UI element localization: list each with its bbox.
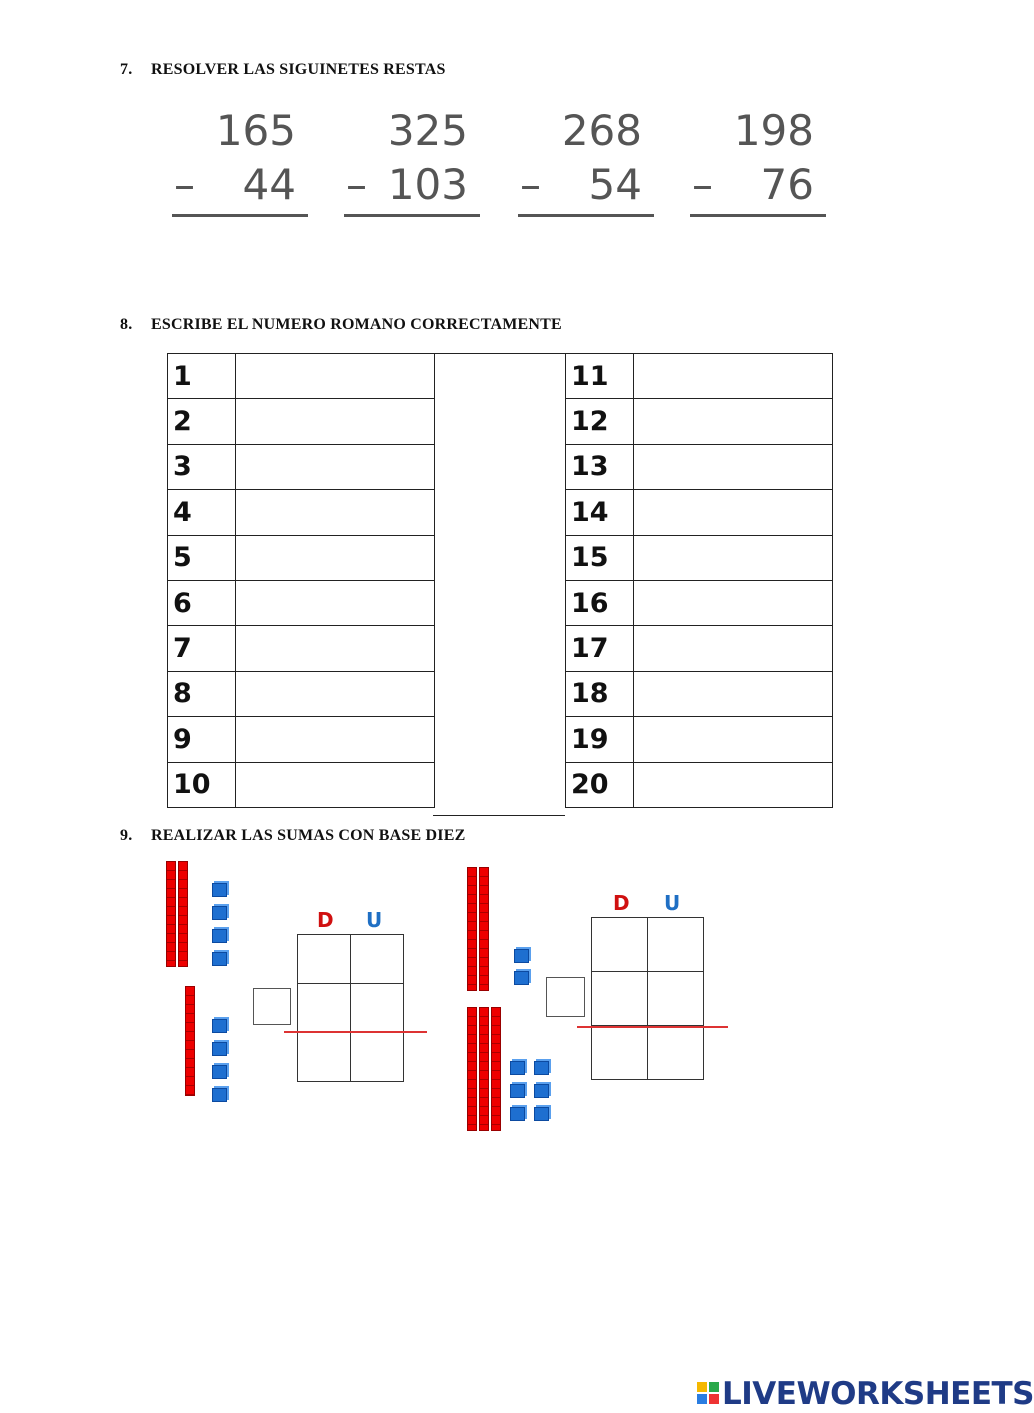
table-row	[566, 490, 833, 535]
grid-cell[interactable]	[351, 1033, 404, 1082]
ten-rod	[185, 986, 195, 1096]
grid-cell[interactable]	[592, 1026, 648, 1080]
roman-answer-cell[interactable]	[236, 626, 435, 671]
number-cell: 4	[168, 490, 236, 535]
subtrahend: 76	[760, 160, 814, 209]
tens-label: D	[613, 891, 630, 915]
roman-answer-cell[interactable]	[634, 580, 833, 625]
section-9-heading: 9. REALIZAR LAS SUMAS CON BASE DIEZ	[120, 827, 466, 844]
unit-cube	[212, 1088, 227, 1102]
answer-line[interactable]	[344, 214, 480, 217]
minus-sign: –	[346, 160, 367, 209]
roman-table-right	[565, 353, 833, 808]
ten-rod	[479, 1007, 489, 1131]
subtraction-1	[170, 108, 310, 223]
roman-answer-cell[interactable]	[236, 354, 435, 399]
unit-cube	[212, 1042, 227, 1056]
ten-rod	[166, 861, 176, 967]
unit-cube	[212, 1019, 227, 1033]
number-cell: 18	[566, 671, 634, 716]
number-cell: 10	[168, 762, 236, 807]
operator-box[interactable]	[253, 988, 291, 1025]
sum-line	[284, 1031, 427, 1033]
ten-rod	[178, 861, 188, 967]
number-cell: 8	[168, 671, 236, 716]
grid-cell[interactable]	[351, 984, 404, 1033]
roman-answer-cell[interactable]	[634, 671, 833, 716]
unit-cube	[510, 1084, 525, 1098]
roman-answer-cell[interactable]	[236, 535, 435, 580]
table-row	[168, 490, 435, 535]
table-row	[566, 626, 833, 671]
number-cell: 13	[566, 444, 634, 489]
roman-answer-cell[interactable]	[236, 580, 435, 625]
roman-answer-cell[interactable]	[634, 444, 833, 489]
ten-rod	[479, 867, 489, 991]
roman-answer-cell[interactable]	[236, 399, 435, 444]
roman-answer-cell[interactable]	[236, 671, 435, 716]
roman-answer-cell[interactable]	[634, 354, 833, 399]
table-row	[566, 762, 833, 807]
unit-cube	[212, 1065, 227, 1079]
roman-answer-cell[interactable]	[634, 717, 833, 762]
table-row	[566, 671, 833, 716]
section-7-heading: 7. RESOLVER LAS SIGUINETES RESTAS	[120, 61, 446, 78]
unit-cube	[534, 1084, 549, 1098]
grid-cell[interactable]	[298, 935, 351, 984]
subtraction-2	[342, 108, 482, 223]
grid-cell[interactable]	[592, 972, 648, 1026]
ten-rod	[467, 1007, 477, 1131]
grid-cell[interactable]	[648, 1026, 704, 1080]
roman-answer-cell[interactable]	[634, 490, 833, 535]
roman-answer-cell[interactable]	[236, 762, 435, 807]
minus-sign: –	[692, 160, 713, 209]
minuend: 165	[215, 106, 296, 155]
unit-cube	[510, 1107, 525, 1121]
grid-cell[interactable]	[351, 935, 404, 984]
number-cell: 9	[168, 717, 236, 762]
number-cell: 7	[168, 626, 236, 671]
minus-sign: –	[174, 160, 195, 209]
table-row	[168, 580, 435, 625]
answer-line[interactable]	[518, 214, 654, 217]
table-row	[168, 626, 435, 671]
table-row	[566, 535, 833, 580]
subtrahend: 54	[588, 160, 642, 209]
unit-cube	[534, 1107, 549, 1121]
roman-answer-cell[interactable]	[634, 535, 833, 580]
roman-answer-cell[interactable]	[236, 490, 435, 535]
number-cell: 19	[566, 717, 634, 762]
roman-table-left	[167, 353, 435, 808]
table-row	[168, 399, 435, 444]
table-row	[168, 762, 435, 807]
table-row	[566, 399, 833, 444]
grid-cell[interactable]	[648, 918, 704, 972]
roman-answer-cell[interactable]	[634, 399, 833, 444]
grid-cell[interactable]	[648, 972, 704, 1026]
number-cell: 6	[168, 580, 236, 625]
table-row	[168, 535, 435, 580]
unit-cube	[534, 1061, 549, 1075]
liveworksheets-logo-icon	[697, 1382, 719, 1404]
number-cell: 11	[566, 354, 634, 399]
number-cell: 2	[168, 399, 236, 444]
units-label: U	[664, 891, 681, 915]
minuend: 325	[387, 106, 468, 155]
roman-answer-cell[interactable]	[236, 717, 435, 762]
unit-cube	[212, 883, 227, 897]
units-label: U	[366, 908, 383, 932]
number-cell: 12	[566, 399, 634, 444]
number-cell: 16	[566, 580, 634, 625]
operator-box[interactable]	[546, 977, 585, 1017]
minus-sign: –	[520, 160, 541, 209]
table-row	[566, 444, 833, 489]
number-cell: 1	[168, 354, 236, 399]
unit-cube	[212, 952, 227, 966]
table-row	[566, 580, 833, 625]
unit-cube	[212, 929, 227, 943]
minuend: 198	[733, 106, 814, 155]
answer-line[interactable]	[172, 214, 308, 217]
subtrahend: 44	[242, 160, 296, 209]
grid-cell[interactable]	[298, 1033, 351, 1082]
minuend: 268	[561, 106, 642, 155]
number-cell: 15	[566, 535, 634, 580]
section-8-heading: 8. ESCRIBE EL NUMERO ROMANO CORRECTAMENTE	[120, 316, 562, 333]
sum-line	[577, 1026, 728, 1028]
table-row	[566, 354, 833, 399]
subtraction-3	[516, 108, 656, 223]
roman-answer-cell[interactable]	[634, 626, 833, 671]
ten-rod	[467, 867, 477, 991]
brand-logo: LIVEWORKSHEETS	[722, 1376, 1034, 1412]
number-cell: 5	[168, 535, 236, 580]
place-value-grid-2	[591, 917, 704, 1080]
table-row	[168, 717, 435, 762]
number-cell: 20	[566, 762, 634, 807]
unit-cube	[212, 906, 227, 920]
number-cell: 3	[168, 444, 236, 489]
subtraction-4	[688, 108, 828, 223]
grid-cell[interactable]	[592, 918, 648, 972]
table-row	[566, 717, 833, 762]
table-row	[168, 671, 435, 716]
number-cell: 17	[566, 626, 634, 671]
unit-cube	[514, 971, 529, 985]
unit-cube	[510, 1061, 525, 1075]
grid-cell[interactable]	[298, 984, 351, 1033]
unit-cube	[514, 949, 529, 963]
roman-answer-cell[interactable]	[634, 762, 833, 807]
number-cell: 14	[566, 490, 634, 535]
table-row	[168, 354, 435, 399]
roman-answer-cell[interactable]	[236, 444, 435, 489]
table-gap	[433, 353, 565, 816]
ten-rod	[491, 1007, 501, 1131]
answer-line[interactable]	[690, 214, 826, 217]
subtrahend: 103	[387, 160, 468, 209]
table-row	[168, 444, 435, 489]
place-value-grid-1	[297, 934, 404, 1082]
tens-label: D	[317, 908, 334, 932]
